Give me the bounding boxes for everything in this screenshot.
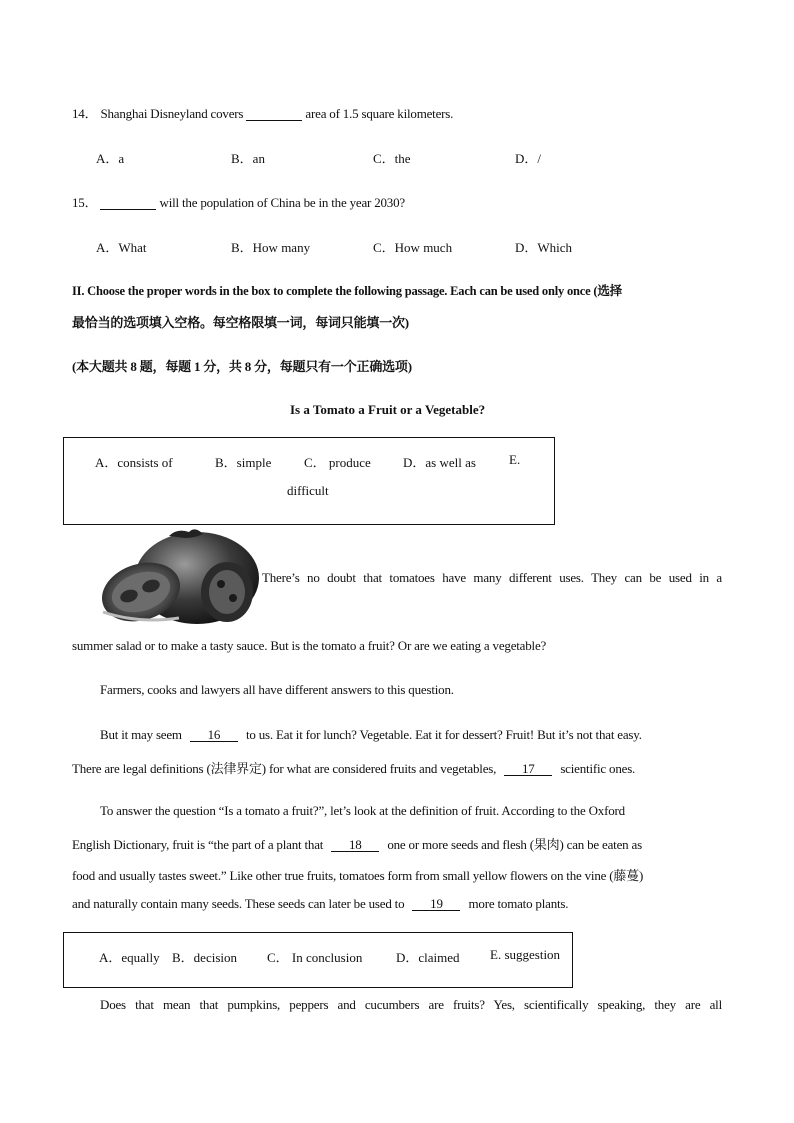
- paragraph-3-line-2: [72, 758, 635, 777]
- word-option-e-text: difficult: [287, 483, 329, 498]
- text-segment: one or more seeds and flesh (果肉) can be eaten as: [387, 837, 642, 852]
- word-option-c: C． In conclusion: [267, 950, 363, 965]
- passage-title: Is a Tomato a Fruit or a Vegetable?: [290, 402, 486, 417]
- paragraph-1-line-1: There’s no doubt that tomatoes have many different uses. They can be used in a: [262, 570, 722, 585]
- paragraph-2: Farmers, cooks and lawyers all have different answers to this question.: [100, 682, 454, 697]
- word-option-b: B．decision: [172, 950, 237, 965]
- paragraph-1-line-2: summer salad or to make a tasty sauce. But is the tomato a fruit? Or are we eating a vegetable?: [72, 638, 547, 653]
- q15-option-a[interactable]: A．What: [96, 240, 147, 255]
- section-heading-cont: 最恰当的选项填入空格。每空格限填一词，每词只能填一次): [72, 315, 409, 330]
- text-segment: more tomato plants.: [468, 896, 569, 911]
- word-option-e: E. suggestion: [490, 947, 561, 962]
- paragraph-4-line-1: To answer the question “Is a tomato a fruit?”, let’s look at the definition of fruit. According to the Oxford: [100, 803, 625, 818]
- paragraph-3-line-1: [100, 727, 642, 743]
- word-option-d: D．claimed: [396, 950, 460, 965]
- tomato-image: [99, 526, 261, 626]
- question-stem-start: Shanghai Disneyland covers: [100, 106, 244, 121]
- text-segment: and naturally contain many seeds. These seeds can later be used to: [72, 896, 405, 911]
- q15-option-d[interactable]: D．Which: [515, 240, 573, 255]
- question-stem-end: area of 1.5 square kilometers.: [305, 106, 454, 121]
- blank-18[interactable]: 18: [331, 839, 379, 852]
- blank-19[interactable]: 19: [412, 898, 460, 911]
- question-15: [72, 192, 405, 211]
- blank-16[interactable]: 16: [190, 729, 238, 742]
- q15-option-b[interactable]: B．How many: [231, 240, 311, 255]
- text-segment: to us. Eat it for lunch? Vegetable. Eat it for dessert? Fruit! But it’s not that easy.: [245, 727, 642, 742]
- answer-blank[interactable]: [246, 108, 302, 121]
- q14-option-d[interactable]: D．/: [515, 151, 542, 166]
- question-number: 14．: [72, 106, 98, 121]
- paragraph-4-line-2: [72, 834, 642, 853]
- q14-option-b[interactable]: B．an: [231, 151, 265, 166]
- paragraph-4-line-4: [72, 896, 568, 912]
- word-option-e: E.: [509, 452, 521, 467]
- blank-17[interactable]: 17: [504, 763, 552, 776]
- paragraph-4-line-3: food and usually tastes sweet.” Like other true fruits, tomatoes form from small yellow flowers on the vine (藤蔓): [72, 868, 644, 883]
- word-option-d: D．as well as: [403, 455, 476, 470]
- text-segment: scientific ones.: [560, 761, 636, 776]
- section-note: (本大题共 8 题，每题 1 分，共 8 分，每题只有一个正确选项): [72, 359, 412, 374]
- word-box-1: [63, 437, 555, 525]
- text-segment: English Dictionary, fruit is “the part of a plant that: [72, 837, 324, 852]
- q15-option-c[interactable]: C．How much: [373, 240, 453, 255]
- question-stem-end: will the population of China be in the year 2030?: [159, 195, 405, 210]
- word-option-c: C． produce: [304, 455, 371, 470]
- section-heading: II. Choose the proper words in the box to complete the following passage. Each can be used only once (选择: [72, 284, 622, 298]
- word-option-a: A．consists of: [95, 455, 173, 470]
- q14-option-c[interactable]: C．the: [373, 151, 411, 166]
- answer-blank[interactable]: [100, 197, 156, 210]
- text-segment: There are legal definitions (法律界定) for what are considered fruits and vegetables,: [72, 761, 497, 776]
- word-box-2: [63, 932, 573, 988]
- paragraph-5: Does that mean that pumpkins, peppers and cucumbers are fruits? Yes, scientifically speaking, they are all: [100, 997, 722, 1012]
- question-number: 15．: [72, 195, 98, 210]
- question-14: [72, 103, 453, 122]
- word-option-b: B．simple: [215, 455, 272, 470]
- word-option-a: A．equally: [99, 950, 160, 965]
- text-segment: But it may seem: [100, 727, 182, 742]
- q14-option-a[interactable]: A．a: [96, 151, 125, 166]
